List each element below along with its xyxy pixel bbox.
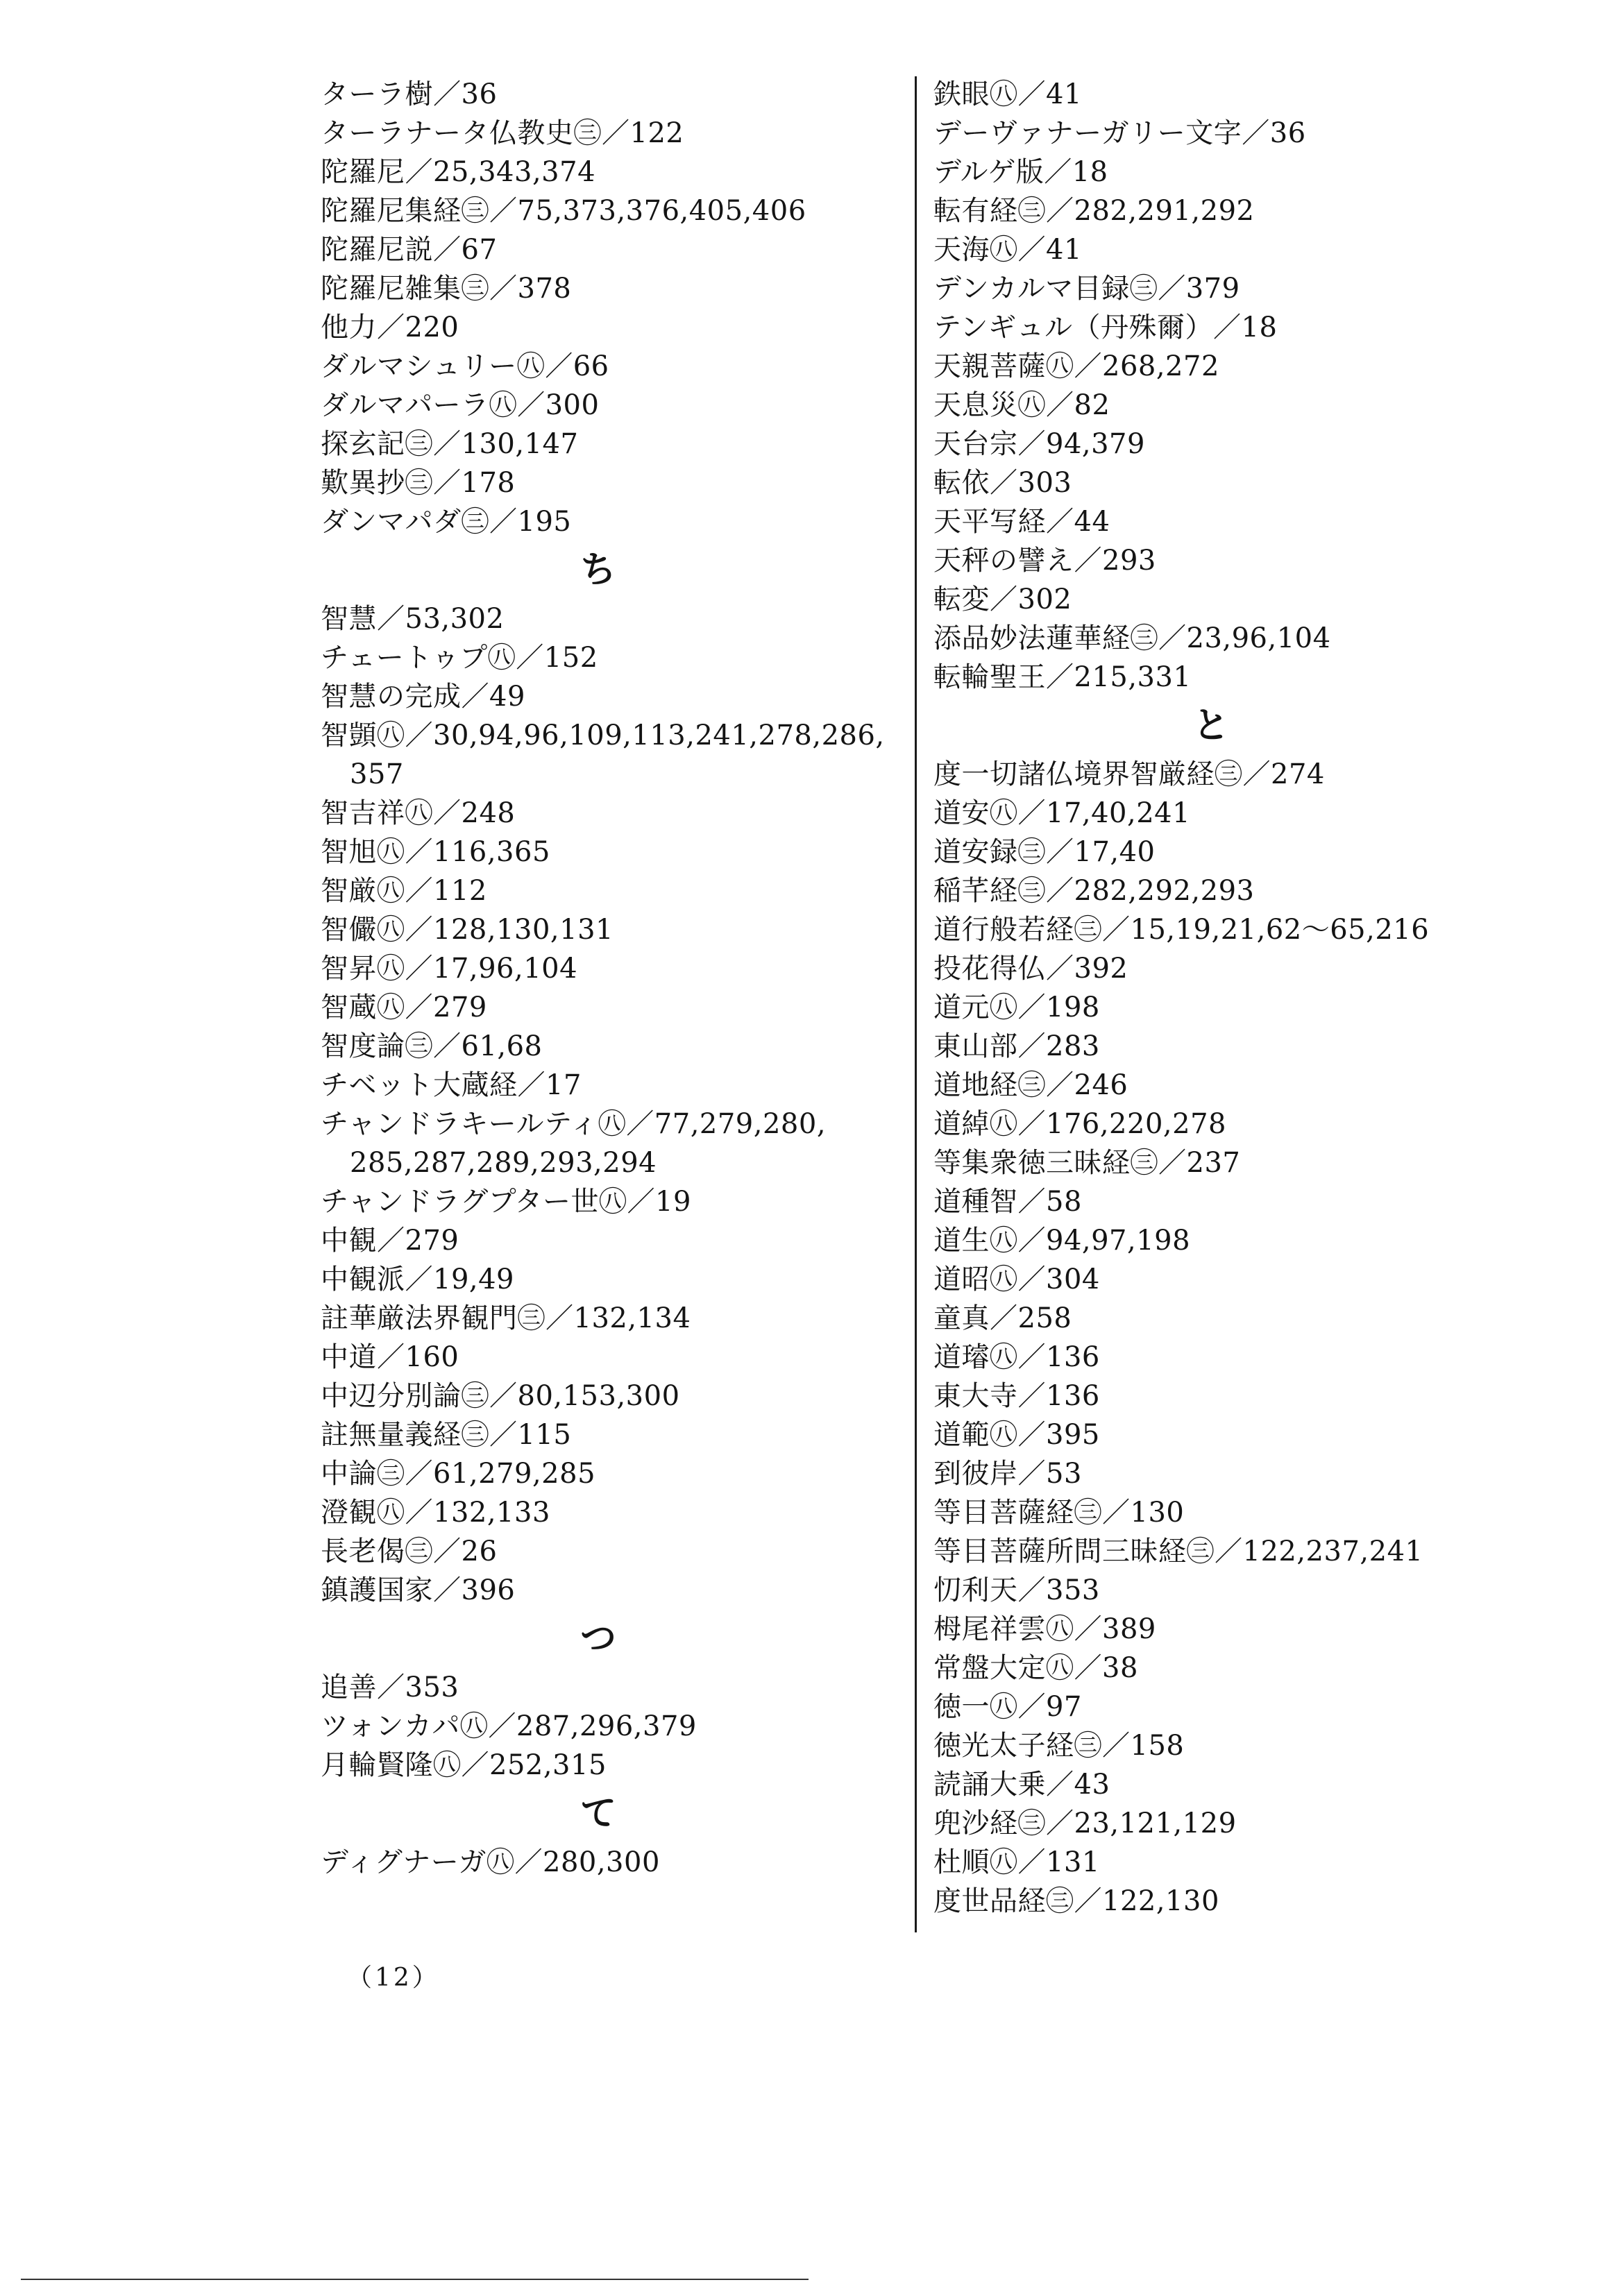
index-entry: 道範㊇／395 — [933, 1419, 1100, 1451]
index-entry: 中道／160 — [321, 1341, 459, 1373]
index-entry: チベット大蔵経／17 — [321, 1069, 582, 1101]
index-entry: 天海㊇／41 — [933, 234, 1082, 266]
index-entry: 道昭㊇／304 — [933, 1264, 1100, 1295]
index-entry: 到彼岸／53 — [933, 1458, 1082, 1490]
index-entry: 天秤の譬え／293 — [933, 545, 1156, 577]
index-entry: 歎異抄㊂／178 — [321, 467, 516, 499]
index-entry: 兜沙経㊂／23,121,129 — [933, 1808, 1237, 1839]
index-entry: 鉄眼㊇／41 — [933, 78, 1082, 110]
index-entry: 等集衆徳三昧経㊂／237 — [933, 1147, 1241, 1179]
column-divider — [915, 76, 917, 1932]
index-entry: 陀羅尼雑集㊂／378 — [321, 273, 572, 305]
index-entry: 転有経㊂／282,291,292 — [933, 195, 1255, 227]
index-entry: 註華厳法界観門㊂／132,134 — [321, 1302, 691, 1334]
index-entry: 天平写経／44 — [933, 506, 1110, 538]
index-entry: 月輪賢隆㊇／252,315 — [321, 1749, 607, 1781]
index-entry: 東大寺／136 — [933, 1380, 1100, 1412]
index-entry: 智吉祥㊇／248 — [321, 797, 516, 829]
index-entry: 中辺分別論㊂／80,153,300 — [321, 1380, 680, 1412]
index-entry: 智慧の完成／49 — [321, 681, 525, 713]
index-entry: デルゲ版／18 — [933, 156, 1108, 188]
index-entry: 陀羅尼／25,343,374 — [321, 156, 596, 188]
index-entry: 陀羅尼集経㊂／75,373,376,405,406 — [321, 195, 806, 227]
index-entry: 道綽㊇／176,220,278 — [933, 1108, 1226, 1140]
index-entry: 追善／353 — [321, 1672, 459, 1703]
page-number: （12） — [347, 1964, 440, 1992]
index-column-right — [933, 75, 1558, 1921]
index-column-left — [321, 75, 931, 1882]
index-entry: 栂尾祥雲㊇／389 — [933, 1613, 1156, 1645]
index-entry: テンギュル（丹殊爾）／18 — [933, 312, 1278, 343]
section-heading: つ — [580, 1617, 616, 1660]
index-entry: 天息災㊇／82 — [933, 389, 1110, 421]
index-entry: 智蔵㊇／279 — [321, 992, 487, 1023]
index-entry: 転依／303 — [933, 467, 1072, 499]
index-entry: デーヴァナーガリー文字／36 — [933, 117, 1306, 149]
index-entry: 道生㊇／94,97,198 — [933, 1225, 1191, 1257]
index-entry: 杜順㊇／131 — [933, 1846, 1100, 1878]
index-entry: ツォンカパ㊇／287,296,379 — [321, 1710, 697, 1742]
index-entry: 中観／279 — [321, 1225, 459, 1257]
index-entry: ディグナーガ㊇／280,300 — [321, 1846, 660, 1878]
index-entry: 道璿㊇／136 — [933, 1341, 1100, 1373]
index-entry: 度一切諸仏境界智厳経㊂／274 — [933, 758, 1325, 790]
index-entry: 忉利天／353 — [933, 1574, 1100, 1606]
index-entry: 道安録㊂／17,40 — [933, 836, 1156, 868]
index-entry: 天台宗／94,379 — [933, 428, 1145, 460]
index-entry-continuation: 285,287,289,293,294 — [350, 1147, 657, 1179]
index-entry: 澄観㊇／132,133 — [321, 1497, 550, 1529]
index-entry: 東山部／283 — [933, 1030, 1100, 1062]
index-entry: 智顗㊇／30,94,96,109,113,241,278,286, — [321, 720, 885, 751]
index-entry: 他力／220 — [321, 312, 459, 343]
index-entry: 智厳㊇／112 — [321, 875, 487, 907]
index-entry: 等目菩薩所問三昧経㊂／122,237,241 — [933, 1536, 1423, 1567]
index-entry: ダルマパーラ㊇／300 — [321, 389, 600, 421]
index-entry: 度世品経㊂／122,130 — [933, 1885, 1219, 1917]
index-entry: 投花得仏／392 — [933, 953, 1128, 985]
index-entry: 転輪聖王／215,331 — [933, 661, 1192, 693]
index-entry: 道行般若経㊂／15,19,21,62～65,216 — [933, 914, 1430, 946]
index-entry: チャンドラグプター世㊇／19 — [321, 1186, 691, 1218]
index-entry: 添品妙法蓮華経㊂／23,96,104 — [933, 622, 1331, 654]
index-entry: 道種智／58 — [933, 1186, 1082, 1218]
index-entry: 智慧／53,302 — [321, 603, 505, 635]
index-entry: 註無量義経㊂／115 — [321, 1419, 572, 1451]
index-entry: 智度論㊂／61,68 — [321, 1030, 543, 1062]
footer-rule — [21, 2279, 809, 2280]
index-entry: 稲芊経㊂／282,292,293 — [933, 875, 1255, 907]
index-entry: 道元㊇／198 — [933, 992, 1100, 1023]
index-entry: 探玄記㊂／130,147 — [321, 428, 579, 460]
index-entry: チェートゥプ㊇／152 — [321, 642, 598, 674]
index-entry: ターラナータ仏教史㊂／122 — [321, 117, 684, 149]
index-entry: 転変／302 — [933, 584, 1072, 615]
index-entry-continuation: 357 — [350, 758, 404, 790]
index-entry: 中論㊂／61,279,285 — [321, 1458, 596, 1490]
index-entry: 常盤大定㊇／38 — [933, 1652, 1138, 1684]
index-entry: 道安㊇／17,40,241 — [933, 797, 1191, 829]
index-entry: 読誦大乗／43 — [933, 1769, 1110, 1801]
section-heading: と — [1192, 704, 1229, 747]
index-entry: 徳光太子経㊂／158 — [933, 1730, 1185, 1762]
section-heading: ち — [580, 549, 616, 591]
index-entry: チャンドラキールティ㊇／77,279,280, — [321, 1108, 827, 1140]
index-entry: ダルマシュリー㊇／66 — [321, 350, 609, 382]
index-entry: 天親菩薩㊇／268,272 — [933, 350, 1219, 382]
index-entry: 道地経㊂／246 — [933, 1069, 1128, 1101]
index-entry: 智昇㊇／17,96,104 — [321, 953, 578, 985]
index-entry: 中観派／19,49 — [321, 1264, 515, 1295]
index-entry: 陀羅尼説／67 — [321, 234, 498, 266]
index-entry: 鎮護国家／396 — [321, 1574, 516, 1606]
index-entry: 智儼㊇／128,130,131 — [321, 914, 614, 946]
index-entry: 等目菩薩経㊂／130 — [933, 1497, 1185, 1529]
index-entry: ターラ樹／36 — [321, 78, 498, 110]
index-entry: 童真／258 — [933, 1302, 1072, 1334]
index-entry: 徳一㊇／97 — [933, 1691, 1082, 1723]
index-entry: 智旭㊇／116,365 — [321, 836, 550, 868]
index-entry: デンカルマ目録㊂／379 — [933, 273, 1240, 305]
index-entry: ダンマパダ㊂／195 — [321, 506, 572, 538]
section-heading: て — [580, 1792, 616, 1835]
index-entry: 長老偈㊂／26 — [321, 1536, 498, 1567]
